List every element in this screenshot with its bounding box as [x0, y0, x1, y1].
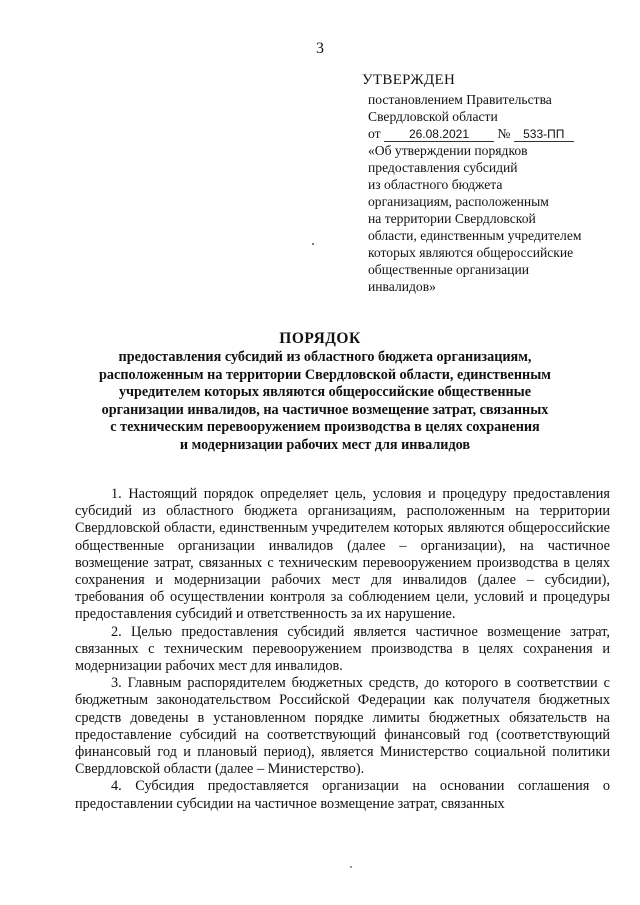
approval-number: 533-ПП [514, 127, 574, 142]
scan-speck [350, 866, 352, 868]
subtitle-line: организации инвалидов, на частичное возмещение затрат, связанных [101, 401, 549, 418]
document-title: ПОРЯДОК [279, 330, 361, 347]
approval-line: организациям, расположенным [368, 194, 549, 209]
approval-line: из областного бюджета [368, 177, 503, 192]
approval-line: общественные организации [368, 262, 529, 277]
approval-line: постановлением Правительства [368, 92, 552, 107]
approval-date: 26.08.2021 [384, 127, 494, 142]
date-prefix: от [368, 126, 381, 141]
subtitle-line: и модернизации рабочих мест для инвалидов [179, 436, 471, 453]
approval-line: «Об утверждении порядков [368, 143, 528, 158]
paragraph-1: 1. Настоящий порядок определяет цель, условия и процедуру предоставления субсидий из областного бюджета организациям, расположенным на территории Свердловской области, единственным учредителем которых являются общероссийские общественные организации инвалидов (далее – организации), на частичное возмещение затрат, связанных с техническим перевооружением производства в целях сохранения и модернизации рабочих мест для инвалидов (далее – субсидии), требования об осуществлении контроля за соблюдением цели, условий и процедуры предоставления субсидий и ответственность за их нарушение. [75, 486, 610, 623]
paragraph-4: 4. Субсидия предоставляется организации на основании соглашения о предоставлении субсидии на частичное возмещение затрат, связанных [75, 778, 610, 812]
approval-line: на территории Свердловской [368, 211, 536, 226]
approval-date-row [362, 125, 622, 142]
paragraph-3: 3. Главным распорядителем бюджетных средств, до которого в соответствии с бюджетным законодательством Российской Федерации как получателя бюджетных средств доведены в установленном порядке лимиты бюджетных обязательств на предоставление субсидий на соответствующий финансовый год (соответствующий финансовый год и плановый период), является Министерство социальной политики Свердловской области (далее – Министерство). [75, 675, 610, 778]
document-subtitle [80, 349, 570, 455]
scan-speck [312, 243, 314, 245]
approval-line: которых являются общероссийские [368, 245, 574, 260]
approval-heading: УТВЕРЖДЕН [362, 72, 456, 88]
number-prefix: № [497, 126, 511, 141]
page-number: 3 [316, 40, 324, 57]
subtitle-line: учредителем которых являются общероссийские общественные [118, 384, 532, 401]
paragraph-2: 2. Целью предоставления субсидий является частичное возмещение затрат, связанных с техническим перевооружением производства в целях сохранения и модернизации рабочих мест для инвалидов. [75, 623, 610, 675]
approval-line: инвалидов» [368, 279, 436, 294]
subtitle-line: предоставления субсидий из областного бюджета организациям, [118, 349, 532, 365]
document-body [75, 486, 610, 813]
subtitle-line: с техническим перевооружением производства в целях сохранения [110, 419, 540, 436]
approval-block [362, 72, 622, 295]
approval-line: области, единственным учредителем [368, 228, 582, 243]
approval-line: предоставления субсидий [368, 160, 518, 175]
approval-line: Свердловской области [368, 109, 498, 124]
subtitle-line: расположенным на территории Свердловской области, единственным [99, 366, 551, 383]
